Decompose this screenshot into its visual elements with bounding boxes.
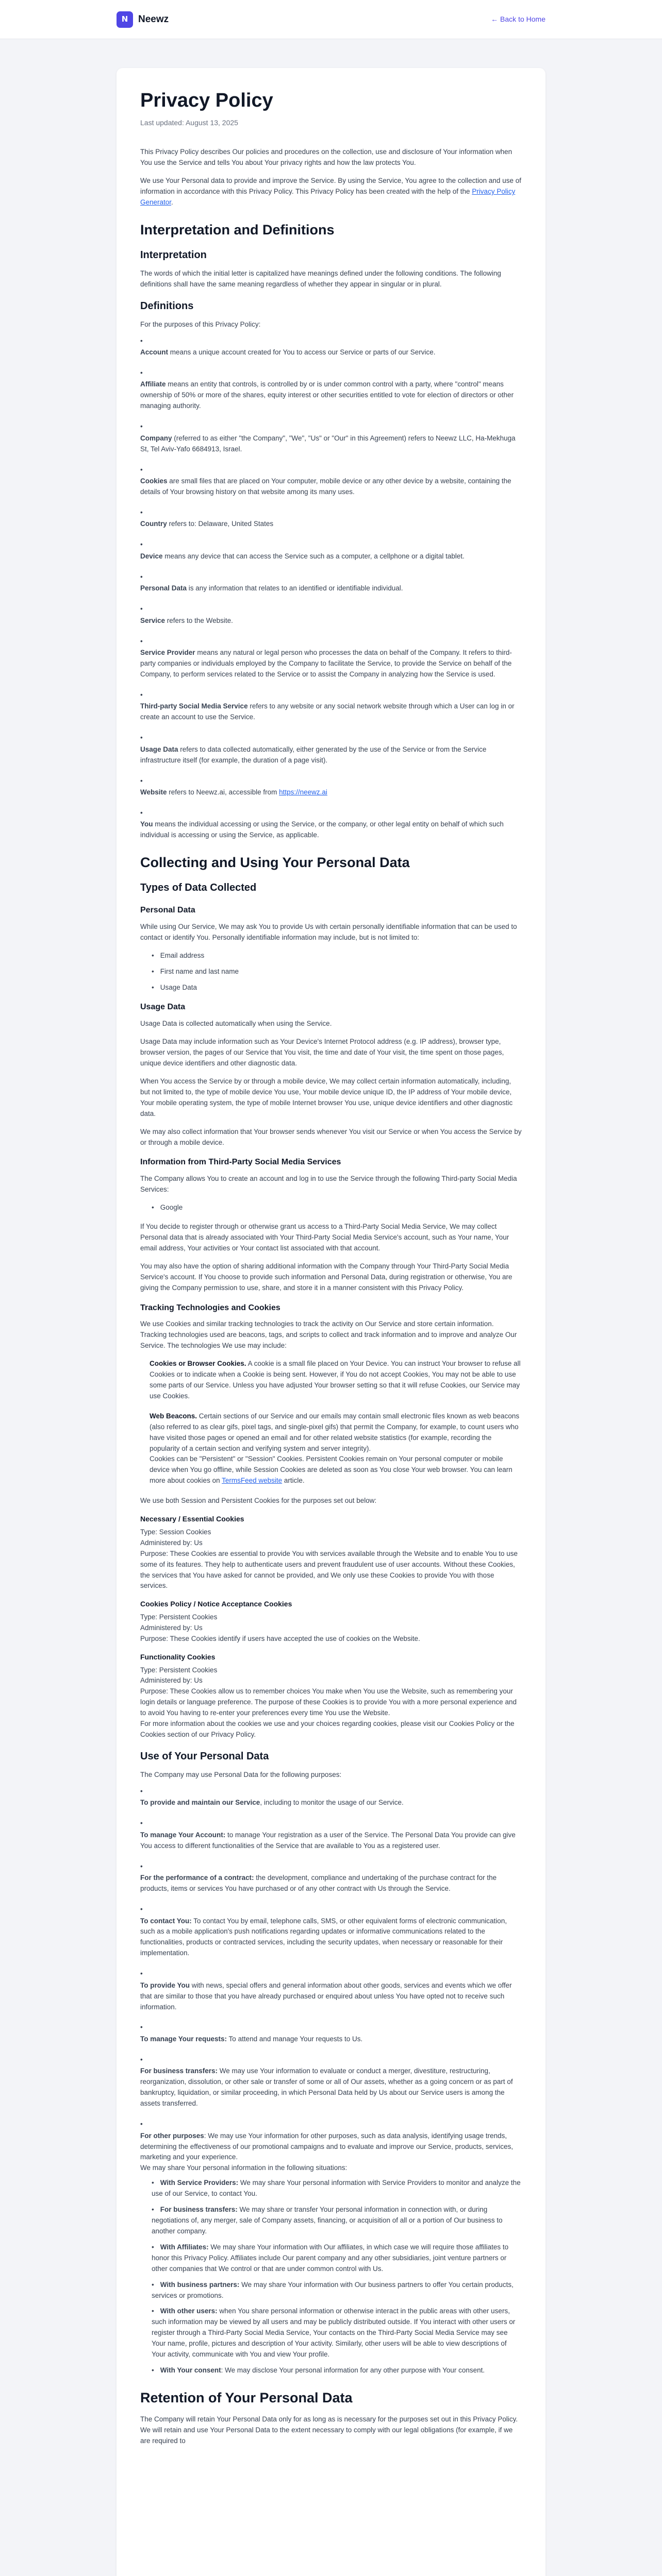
definition-item: • Personal Data is any information that relates to an identified or identifiable individual. (140, 573, 522, 594)
subsubsection-heading: Personal Data (140, 906, 195, 915)
section-heading: Collecting and Using Your Personal Data (140, 855, 410, 871)
share-item: • With Service Providers: We may share Your personal information with Service Providers to monitor and analyze the use of our Service, to contact You. (152, 2178, 522, 2199)
definition-item: • Usage Data refers to data collected automatically, either generated by the use of the Service or from the Service infrastructure itself (for example, the duration of a page visit). (140, 734, 522, 766)
use-purposes-list (140, 1788, 522, 2174)
use-item: • For business transfers: We may use Your information to evaluate or conduct a merger, divestiture, restructuring, reorganization, dissolution, or other sale or transfer of some or all of Our assets, whether as a going concern or as part of bankruptcy, liquidation, or similar proceeding, in which Personal Data held by Us about our Service users is among the assets transferred. (140, 2056, 522, 2109)
definition-item: • You means the individual accessing or using the Service, or the company, or other legal entity on behalf of which such individual is accessing or using the Service, as applicable. (140, 809, 522, 841)
definition-item: • Country refers to: Delaware, United States (140, 509, 522, 530)
subsection-heading: Interpretation (140, 249, 207, 261)
tracking-text: We use both Session and Persistent Cookies for the purposes set out below: (140, 1497, 377, 1505)
share-list (152, 2178, 522, 2376)
subsubsection-heading: Tracking Technologies and Cookies (140, 1303, 280, 1312)
usage-data-text: Usage Data is collected automatically when using the Service. (140, 1020, 332, 1028)
definition-item: • Service refers to the Website. (140, 605, 522, 626)
tracking-item: Cookies or Browser Cookies. A cookie is a small file placed on Your Device. You can instruct Your browser to refuse all Cookies or to indicate when a Cookie is being sent. However, if You do not accept Cookies, You may not be able to use some parts of our Service. Unless you have adjusted Your browser setting so that it will refuse Cookies, our Service may use Cookies. (150, 1360, 521, 1400)
definitions-list (140, 337, 522, 841)
third-party-list (152, 1202, 522, 1213)
tracking-item: Web Beacons. Certain sections of our Service and our emails may contain small electronic files known as web beacons (also referred to as clear gifs, pixel tags, and single-pixel gifs) that permit the Company, for example, to count users who have visited those pages or opened an email and for other related website statistics (for example, recording the popularity of a certain section and verifying system and server integrity). Cookies can be "Persistent" or "Session" Cookies. Persistent Cookies remain on Your personal computer or mobile device when You go offline, while Session Cookies are deleted as soon as You close Your web browser. You can learn more about cookies on TermsFeed website article. (150, 1412, 520, 1485)
definition-item: • Company (referred to as either "the Company", "We", "Us" or "Our" in this Agreement) refers to Neewz LLC, Ha-Mekhuga St, Tel Aviv-Yafo 6684913, Israel. (140, 423, 522, 454)
personal-data-list (152, 951, 522, 993)
use-item: • To provide You with news, special offers and general information about other goods, services and events which we offer that are similar to those that you have already purchased or enquired about unless You have opted not to receive such information. (140, 1970, 522, 2012)
definition-item: • Affiliate means an entity that controls, is controlled by or is under common control with a party, where "control" means ownership of 50% or more of the shares, equity interest or other securities entitled to vote for election of directors or other managing authority. (140, 369, 522, 412)
top-bar (0, 0, 662, 39)
subsection-heading: Definitions (140, 300, 194, 312)
usage-data-text: We may also collect information that Your browser sends whenever You visit our Service or when You access the Service by or through a mobile device. (140, 1127, 522, 1146)
interpretation-text: The words of which the initial letter is capitalized have meanings defined under the following conditions. The following definitions shall have the same meaning regardless of whether they appear in singular or in plural. (140, 269, 501, 288)
intro-paragraph-2: We use Your Personal data to provide and improve the Service. By using the Service, You agree to the collection and use of information in accordance with this Privacy Policy. This Privacy Policy has been created with the help of the Privacy Policy Generator. (140, 177, 521, 207)
use-item: • To manage Your Account: to manage Your registration as a user of the Service. The Personal Data You provide can give You access to different functionalities of the Service that are available to You as a registered user. (140, 1820, 522, 1851)
subsection-heading: Types of Data Collected (140, 882, 257, 894)
website-link[interactable]: https://neewz.ai (279, 788, 327, 796)
page-title: Privacy Policy (140, 90, 273, 111)
third-party-text: The Company allows You to create an account and log in to use the Service through the following Third-party Social Media Services: (140, 1175, 517, 1194)
subsection-heading: Use of Your Personal Data (140, 1750, 269, 1762)
privacy-policy-generator-link[interactable]: Privacy Policy Generator (140, 188, 516, 207)
intro-paragraph: This Privacy Policy describes Our policies and procedures on the collection, use and disclosure of Your information when You use the Service and tells You about Your privacy rights and how the law protects You. (140, 148, 512, 167)
last-updated: Last updated: August 13, 2025 (140, 118, 238, 127)
use-item: • To contact You: To contact You by email, telephone calls, SMS, or other equivalent forms of electronic communication, such as a mobile application's push notifications regarding updates or informative communications related to the functionalities, products or contracted services, including the security updates, when necessary or reasonable for their implementation. (140, 1906, 522, 1959)
definition-item: • Website refers to Neewz.ai, accessible from https://neewz.ai (140, 777, 522, 798)
list-item: • Usage Data (152, 982, 522, 993)
termsfeed-link[interactable]: TermsFeed website (222, 1477, 283, 1485)
share-item: • With Your consent: We may disclose Your personal information for any other purpose with Your consent. (152, 2365, 522, 2376)
subsubsection-heading: Information from Third-Party Social Media Services (140, 1158, 341, 1167)
share-item: • With business partners: We may share Your information with Our business partners to offer You certain products, services or promotions. (152, 2280, 522, 2301)
section-heading: Interpretation and Definitions (140, 222, 335, 238)
usage-data-text: When You access the Service by or through a mobile device, We may collect certain information automatically, including, but not limited to, the type of mobile device You use, Your mobile device unique ID, the IP address of Your mobile device, Your mobile operating system, the type of mobile Internet browser You use, unique device identifiers and other diagnostic data. (140, 1077, 513, 1117)
definition-item: • Account means a unique account created for You to access our Service or parts of our Service. (140, 337, 522, 358)
brand[interactable] (117, 11, 169, 28)
brand-name: Neewz (138, 13, 169, 25)
use-item: • To manage Your requests: To attend and manage Your requests to Us. (140, 2024, 522, 2044)
subsubsection-heading: Usage Data (140, 1003, 186, 1012)
list-item: • Google (152, 1202, 522, 1213)
share-item: • With other users: when You share personal information or otherwise interact in the public areas with other users, such information may be viewed by all users and may be publicly distributed outside. If You interact with other users or register through a Third-Party Social Media Service, Your contacts on the Third-Party Social Media Service may see Your name, profile, pictures and description of Your activity. Similarly, other users will be able to view descriptions of Your activity, communicate with You and view Your profile. (152, 2306, 522, 2360)
list-item: • Email address (152, 951, 522, 961)
definitions-intro: For the purposes of this Privacy Policy: (140, 320, 261, 328)
use-intro: The Company may use Personal Data for the following purposes: (140, 1770, 342, 1778)
cookie-type: Functionality Cookies Type: Persistent Cookies Administered by: Us Purpose: These Cookies allow us to remember choices You make when You use the Website, such as remembering your login details or language preference. The purpose of these Cookies is to provide You with a more personal experience and to avoid You having to re-enter your preferences every time You use the Website. For more information about the cookies we use and your choices regarding cookies, please visit our Cookies Policy or the Cookies section of our Privacy Policy. (140, 1652, 517, 1739)
usage-data-text: Usage Data may include information such as Your Device's Internet Protocol address (e.g. IP address), browser type, browser version, the pages of our Service that You visit, the time and date of Your visit, the time spent on those pages, unique device identifiers and other diagnostic data. (140, 1038, 504, 1067)
share-item: • For business transfers: We may share or transfer Your personal information in connection with, or during negotiations of, any merger, sale of Company assets, financing, or acquisition of all or a portion of Our business to another company. (152, 2205, 522, 2237)
brand-logo-icon: N (117, 11, 133, 28)
tracking-text: We use Cookies and similar tracking technologies to track the activity on Our Service and store certain information. Tracking technologies used are beacons, tags, and scripts to collect and track information and to improve and analyze Our Service. The technologies We use may include: (140, 1320, 517, 1350)
personal-data-text: While using Our Service, We may ask You to provide Us with certain personally identifiable information that can be used to contact or identify You. Personally identifiable information may include, but is not limited to: (140, 922, 517, 941)
back-to-home-link[interactable]: ← Back to Home (491, 14, 545, 23)
definition-item: • Cookies are small files that are placed on Your computer, mobile device or any other device by a website, containing the details of Your browsing history on that website among its many uses. (140, 466, 522, 498)
definition-item: • Third-party Social Media Service refers to any website or any social network website through which a User can log in or create an account to use the Service. (140, 691, 522, 723)
definition-item: • Service Provider means any natural or legal person who processes the data on behalf of the Company. It refers to third-party companies or individuals employed by the Company to facilitate the Service, to provide the Service on behalf of the Company, to perform services related to the Service or to assist the Company in analyzing how the Service is used. (140, 638, 522, 680)
list-item: • First name and last name (152, 967, 522, 977)
definition-item: • Device means any device that can access the Service such as a computer, a cellphone or a digital tablet. (140, 541, 522, 562)
share-item: • With Affiliates: We may share Your information with Our affiliates, in which case we will require those affiliates to honor this Privacy Policy. Affiliates include Our parent company and any other subsidiaries, joint venture partners or other companies that We control or that are under common control with Us. (152, 2242, 522, 2275)
retention-text: The Company will retain Your Personal Data only for as long as is necessary for the purposes set out in this Privacy Policy. We will retain and use Your Personal Data to the extent necessary to comply with our legal obligations (for example, if we are required to (140, 2415, 518, 2445)
use-item: • For other purposes: We may use Your information for other purposes, such as data analysis, identifying usage trends, determining the effectiveness of our promotional campaigns and to evaluate and improve our Service, products, services, marketing and your experience. We may share Your personal information in the following situations: (140, 2121, 522, 2174)
third-party-text: You may also have the option of sharing additional information with the Company through Your Third-Party Social Media Service's account. If You choose to provide such information and Personal Data, during registration or otherwise, You are giving the Company permission to use, share, and store it in a manner consistent with this Privacy Policy. (140, 1262, 512, 1292)
section-heading: Retention of Your Personal Data (140, 2390, 353, 2406)
use-item: • To provide and maintain our Service, including to monitor the usage of our Service. (140, 1788, 522, 1808)
policy-card (117, 68, 545, 2576)
cookie-type: Cookies Policy / Notice Acceptance Cookies Type: Persistent Cookies Administered by: Us Purpose: These Cookies identify if users have accepted the use of cookies on the Website. (140, 1600, 420, 1642)
cookie-type: Necessary / Essential Cookies Type: Session Cookies Administered by: Us Purpose: These Cookies are essential to provide You with services available through the Website and to enable You to use some of its features. They help to authenticate users and prevent fraudulent use of user accounts. Without these Cookies, the services that You have asked for cannot be provided, and We only use these Cookies to provide You with those services. (140, 1515, 518, 1590)
use-item: • For the performance of a contract: the development, compliance and undertaking of the purchase contract for the products, items or services You have purchased or of any other contract with Us through the Service. (140, 1863, 522, 1894)
third-party-text: If You decide to register through or otherwise grant us access to a Third-Party Social Media Service, We may collect Personal data that is already associated with Your Third-Party Social Media Service's account, such as Your name, Your email address, Your activities or Your contact list associated with that account. (140, 1223, 509, 1252)
